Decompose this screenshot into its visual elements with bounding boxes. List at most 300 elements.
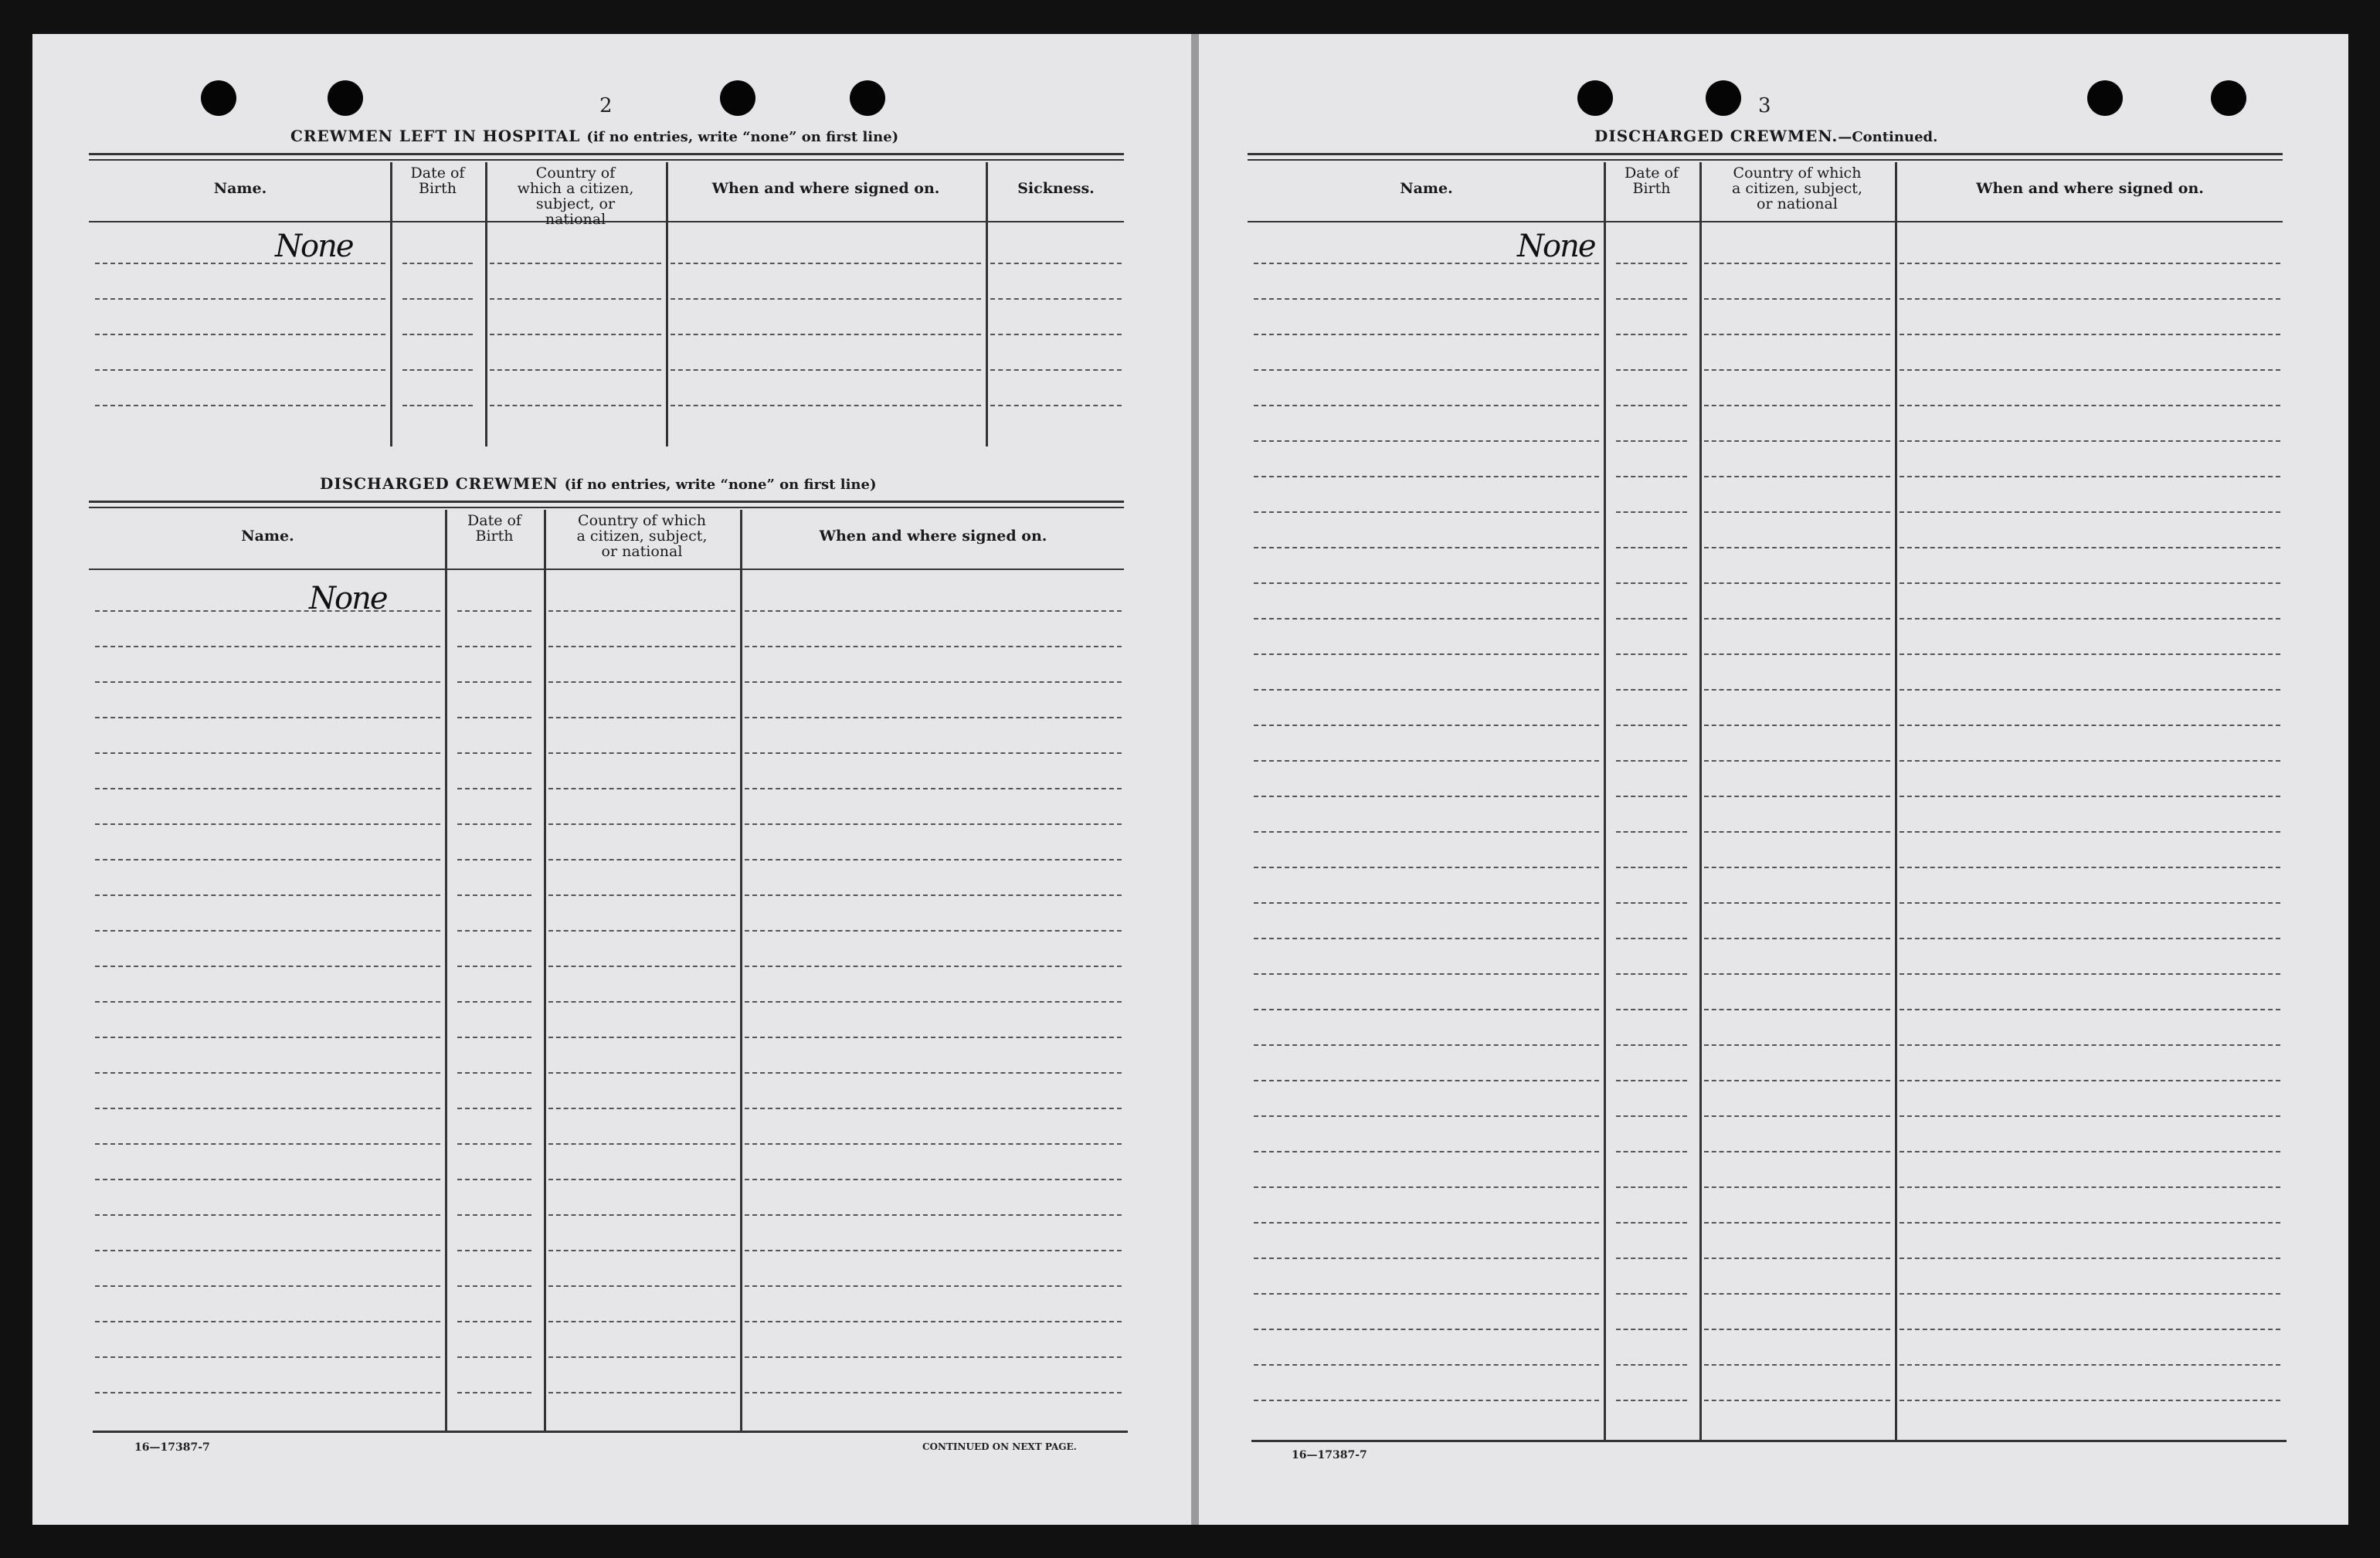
discharged-title-note: (if no entries, write “none” on first line) bbox=[564, 477, 877, 493]
writing-line bbox=[1900, 1009, 2280, 1010]
writing-line bbox=[745, 610, 1122, 612]
writing-line bbox=[1900, 653, 2280, 655]
writing-line bbox=[1254, 796, 1599, 797]
writing-line bbox=[1254, 653, 1599, 655]
column-header: Country of which a citizen, subject, or national bbox=[576, 512, 708, 560]
column-header: When and where signed on. bbox=[1976, 180, 2204, 197]
column-header: Country of which a citizen, subject, or national bbox=[517, 165, 634, 228]
writing-line bbox=[548, 788, 735, 789]
left-page bbox=[32, 34, 1191, 1525]
writing-line bbox=[548, 966, 735, 967]
writing-line bbox=[1254, 440, 1599, 442]
writing-line bbox=[1704, 1400, 1890, 1401]
writing-line bbox=[1900, 725, 2280, 726]
column-rule bbox=[390, 162, 392, 446]
column-rule bbox=[1895, 162, 1897, 1440]
column-rule bbox=[445, 510, 447, 1431]
writing-line bbox=[1616, 1080, 1687, 1081]
writing-line bbox=[402, 263, 473, 264]
writing-line bbox=[1616, 1293, 1687, 1295]
form-number: 16—17387-7 bbox=[1292, 1449, 1367, 1461]
writing-line bbox=[1254, 1400, 1599, 1401]
writing-line bbox=[1254, 760, 1599, 762]
writing-line bbox=[548, 1356, 735, 1358]
writing-line bbox=[1254, 973, 1599, 975]
writing-line bbox=[490, 405, 661, 406]
writing-line bbox=[671, 298, 981, 300]
rule bbox=[1248, 159, 2283, 161]
writing-line bbox=[548, 1250, 735, 1251]
rule bbox=[93, 1431, 1128, 1433]
writing-line bbox=[95, 1001, 440, 1003]
continued-note: CONTINUED ON NEXT PAGE. bbox=[922, 1441, 1077, 1452]
writing-line bbox=[1704, 369, 1890, 371]
column-header: When and where signed on. bbox=[819, 528, 1047, 545]
writing-line bbox=[1900, 369, 2280, 371]
handwritten-entry: None bbox=[309, 581, 387, 616]
writing-line bbox=[671, 263, 981, 264]
writing-line bbox=[457, 1001, 531, 1003]
writing-line bbox=[745, 966, 1122, 967]
writing-line bbox=[1704, 440, 1890, 442]
rule bbox=[89, 153, 1124, 155]
writing-line bbox=[1616, 298, 1687, 300]
writing-line bbox=[95, 1143, 440, 1145]
writing-line bbox=[1254, 1186, 1599, 1188]
writing-line bbox=[1616, 334, 1687, 335]
writing-line bbox=[671, 405, 981, 406]
writing-line bbox=[1704, 689, 1890, 691]
writing-line bbox=[990, 263, 1122, 264]
writing-line bbox=[95, 1179, 440, 1180]
writing-line bbox=[457, 859, 531, 860]
writing-line bbox=[457, 930, 531, 932]
writing-line bbox=[95, 1321, 440, 1322]
writing-line bbox=[1616, 973, 1687, 975]
writing-line bbox=[1900, 902, 2280, 904]
writing-line bbox=[1704, 547, 1890, 548]
writing-line bbox=[1616, 902, 1687, 904]
writing-line bbox=[1616, 618, 1687, 619]
writing-line bbox=[745, 788, 1122, 789]
writing-line bbox=[1704, 653, 1890, 655]
rule bbox=[89, 501, 1124, 503]
writing-line bbox=[990, 369, 1122, 371]
writing-line bbox=[1616, 1258, 1687, 1259]
writing-line bbox=[1704, 760, 1890, 762]
column-header: Name. bbox=[241, 528, 294, 545]
writing-line bbox=[1616, 796, 1687, 797]
writing-line bbox=[990, 405, 1122, 406]
column-header: Sickness. bbox=[1017, 180, 1095, 197]
writing-line bbox=[1704, 263, 1890, 264]
writing-line bbox=[1704, 1044, 1890, 1046]
column-rule bbox=[740, 510, 742, 1431]
writing-line bbox=[95, 966, 440, 967]
writing-line bbox=[745, 1143, 1122, 1145]
writing-line bbox=[1254, 689, 1599, 691]
writing-line bbox=[95, 369, 385, 371]
column-header: When and where signed on. bbox=[711, 180, 940, 197]
writing-line bbox=[1900, 440, 2280, 442]
writing-line bbox=[457, 1143, 531, 1145]
right-page bbox=[1199, 34, 2348, 1525]
writing-line bbox=[457, 646, 531, 647]
writing-line bbox=[95, 1037, 440, 1038]
writing-line bbox=[1254, 1080, 1599, 1081]
writing-line bbox=[1616, 760, 1687, 762]
writing-line bbox=[1616, 1186, 1687, 1188]
writing-line bbox=[990, 298, 1122, 300]
writing-line bbox=[1704, 582, 1890, 584]
writing-line bbox=[1900, 1222, 2280, 1224]
rule bbox=[1248, 153, 2283, 155]
writing-line bbox=[1616, 725, 1687, 726]
writing-line bbox=[1254, 938, 1599, 939]
writing-line bbox=[95, 894, 440, 896]
writing-line bbox=[1704, 1186, 1890, 1188]
writing-line bbox=[745, 823, 1122, 825]
rule bbox=[89, 569, 1124, 570]
writing-line bbox=[95, 405, 385, 406]
column-header: Date of Birth bbox=[1625, 165, 1679, 197]
writing-line bbox=[490, 263, 661, 264]
writing-line bbox=[1616, 511, 1687, 513]
continued-section-title bbox=[1594, 127, 1937, 145]
writing-line bbox=[548, 1321, 735, 1322]
column-header: Name. bbox=[213, 180, 267, 197]
writing-line bbox=[1254, 476, 1599, 477]
writing-line bbox=[95, 752, 440, 754]
column-rule bbox=[666, 162, 668, 446]
writing-line bbox=[745, 1214, 1122, 1216]
writing-line bbox=[1900, 618, 2280, 619]
writing-line bbox=[1900, 796, 2280, 797]
writing-line bbox=[1254, 1329, 1599, 1330]
writing-line bbox=[1704, 725, 1890, 726]
writing-line bbox=[1900, 689, 2280, 691]
writing-line bbox=[1704, 1329, 1890, 1330]
writing-line bbox=[1616, 938, 1687, 939]
page-number: 2 bbox=[599, 94, 613, 117]
writing-line bbox=[457, 1392, 531, 1393]
writing-line bbox=[1254, 405, 1599, 406]
discharged-title-text: DISCHARGED CREWMEN bbox=[320, 474, 559, 493]
writing-line bbox=[1900, 1151, 2280, 1152]
writing-line bbox=[1900, 831, 2280, 833]
writing-line bbox=[1254, 867, 1599, 868]
writing-line bbox=[671, 334, 981, 335]
punch-hole-icon bbox=[328, 80, 363, 116]
writing-line bbox=[1704, 298, 1890, 300]
writing-line bbox=[457, 610, 531, 612]
rule bbox=[89, 507, 1124, 508]
discharged-section-title bbox=[320, 474, 876, 493]
writing-line bbox=[548, 1108, 735, 1109]
writing-line bbox=[1900, 1044, 2280, 1046]
writing-line bbox=[548, 823, 735, 825]
writing-line bbox=[745, 1037, 1122, 1038]
punch-hole-icon bbox=[2211, 80, 2246, 116]
writing-line bbox=[1616, 547, 1687, 548]
writing-line bbox=[745, 681, 1122, 683]
writing-line bbox=[1616, 405, 1687, 406]
writing-line bbox=[1900, 511, 2280, 513]
writing-line bbox=[95, 610, 440, 612]
writing-line bbox=[745, 859, 1122, 860]
writing-line bbox=[457, 1037, 531, 1038]
writing-line bbox=[1616, 1151, 1687, 1152]
writing-line bbox=[548, 1143, 735, 1145]
column-header: Country of which a citizen, subject, or national bbox=[1732, 165, 1862, 212]
writing-line bbox=[1704, 476, 1890, 477]
writing-line bbox=[1616, 1329, 1687, 1330]
writing-line bbox=[95, 1356, 440, 1358]
writing-line bbox=[1616, 653, 1687, 655]
writing-line bbox=[1254, 1115, 1599, 1117]
writing-line bbox=[1704, 511, 1890, 513]
column-rule bbox=[1699, 162, 1702, 1440]
writing-line bbox=[1616, 1009, 1687, 1010]
writing-line bbox=[1254, 511, 1599, 513]
writing-line bbox=[745, 1250, 1122, 1251]
writing-line bbox=[1254, 334, 1599, 335]
writing-line bbox=[457, 1214, 531, 1216]
writing-line bbox=[1254, 1151, 1599, 1152]
rule bbox=[1248, 221, 2283, 222]
writing-line bbox=[1704, 405, 1890, 406]
writing-line bbox=[745, 717, 1122, 718]
writing-line bbox=[1616, 831, 1687, 833]
writing-line bbox=[95, 1250, 440, 1251]
writing-line bbox=[95, 1108, 440, 1109]
column-header: Name. bbox=[1400, 180, 1453, 197]
page-number: 3 bbox=[1758, 94, 1771, 117]
writing-line bbox=[1616, 582, 1687, 584]
writing-line bbox=[402, 298, 473, 300]
writing-line bbox=[1616, 867, 1687, 868]
writing-line bbox=[1254, 1364, 1599, 1366]
writing-line bbox=[457, 788, 531, 789]
column-rule bbox=[986, 162, 988, 446]
writing-line bbox=[1254, 298, 1599, 300]
writing-line bbox=[1900, 973, 2280, 975]
writing-line bbox=[1704, 1293, 1890, 1295]
writing-line bbox=[1704, 796, 1890, 797]
writing-line bbox=[745, 1392, 1122, 1393]
writing-line bbox=[1616, 1364, 1687, 1366]
writing-line bbox=[1900, 582, 2280, 584]
punch-hole-icon bbox=[1577, 80, 1613, 116]
writing-line bbox=[1704, 938, 1890, 939]
writing-line bbox=[1704, 1258, 1890, 1259]
writing-line bbox=[457, 717, 531, 718]
writing-line bbox=[457, 966, 531, 967]
writing-line bbox=[1616, 689, 1687, 691]
writing-line bbox=[95, 1072, 440, 1074]
writing-line bbox=[1900, 938, 2280, 939]
form-number: 16—17387-7 bbox=[134, 1441, 210, 1454]
writing-line bbox=[1704, 1080, 1890, 1081]
writing-line bbox=[1254, 1258, 1599, 1259]
writing-line bbox=[745, 1356, 1122, 1358]
writing-line bbox=[402, 405, 473, 406]
writing-line bbox=[1254, 902, 1599, 904]
writing-line bbox=[1616, 1400, 1687, 1401]
writing-line bbox=[548, 717, 735, 718]
writing-line bbox=[548, 930, 735, 932]
writing-line bbox=[402, 369, 473, 371]
writing-line bbox=[1900, 298, 2280, 300]
writing-line bbox=[1704, 1115, 1890, 1117]
writing-line bbox=[1616, 476, 1687, 477]
writing-line bbox=[95, 298, 385, 300]
writing-line bbox=[1900, 476, 2280, 477]
punch-hole-icon bbox=[850, 80, 885, 116]
writing-line bbox=[402, 334, 473, 335]
writing-line bbox=[1704, 867, 1890, 868]
writing-line bbox=[1254, 725, 1599, 726]
writing-line bbox=[1900, 1186, 2280, 1188]
writing-line bbox=[1900, 1080, 2280, 1081]
writing-line bbox=[457, 823, 531, 825]
writing-line bbox=[548, 1392, 735, 1393]
writing-line bbox=[95, 717, 440, 718]
writing-line bbox=[1616, 369, 1687, 371]
writing-line bbox=[95, 930, 440, 932]
writing-line bbox=[457, 681, 531, 683]
writing-line bbox=[990, 334, 1122, 335]
hospital-title-note: (if no entries, write “none” on first line) bbox=[586, 129, 899, 145]
rule bbox=[1251, 1440, 2287, 1442]
writing-line bbox=[1704, 618, 1890, 619]
writing-line bbox=[1254, 1222, 1599, 1224]
writing-line bbox=[548, 1214, 735, 1216]
writing-line bbox=[457, 1108, 531, 1109]
writing-line bbox=[95, 788, 440, 789]
column-rule bbox=[1604, 162, 1606, 1440]
hospital-title-text: CREWMEN LEFT IN HOSPITAL bbox=[290, 127, 581, 145]
writing-line bbox=[95, 1285, 440, 1287]
writing-line bbox=[1900, 867, 2280, 868]
writing-line bbox=[1900, 1400, 2280, 1401]
writing-line bbox=[745, 894, 1122, 896]
writing-line bbox=[548, 1285, 735, 1287]
column-header: Date of Birth bbox=[467, 512, 521, 545]
writing-line bbox=[490, 298, 661, 300]
writing-line bbox=[1900, 1115, 2280, 1117]
writing-line bbox=[1900, 760, 2280, 762]
writing-line bbox=[1704, 902, 1890, 904]
column-rule bbox=[485, 162, 487, 446]
writing-line bbox=[95, 681, 440, 683]
writing-line bbox=[745, 1072, 1122, 1074]
writing-line bbox=[1254, 369, 1599, 371]
punch-hole-icon bbox=[2087, 80, 2123, 116]
writing-line bbox=[1704, 334, 1890, 335]
writing-line bbox=[457, 1356, 531, 1358]
punch-hole-icon bbox=[720, 80, 755, 116]
writing-line bbox=[745, 752, 1122, 754]
writing-line bbox=[548, 1179, 735, 1180]
page-gutter bbox=[1191, 34, 1199, 1525]
writing-line bbox=[95, 334, 385, 335]
writing-line bbox=[457, 1072, 531, 1074]
writing-line bbox=[1704, 1151, 1890, 1152]
writing-line bbox=[95, 823, 440, 825]
writing-line bbox=[95, 1392, 440, 1393]
writing-line bbox=[1254, 1009, 1599, 1010]
writing-line bbox=[1900, 1293, 2280, 1295]
writing-line bbox=[548, 859, 735, 860]
writing-line bbox=[490, 334, 661, 335]
writing-line bbox=[548, 1072, 735, 1074]
writing-line bbox=[457, 894, 531, 896]
punch-hole-icon bbox=[201, 80, 236, 116]
writing-line bbox=[548, 681, 735, 683]
writing-line bbox=[490, 369, 661, 371]
writing-line bbox=[457, 1250, 531, 1251]
writing-line bbox=[1254, 1293, 1599, 1295]
writing-line bbox=[548, 610, 735, 612]
writing-line bbox=[1704, 1364, 1890, 1366]
writing-line bbox=[1254, 547, 1599, 548]
writing-line bbox=[457, 1321, 531, 1322]
writing-line bbox=[745, 1179, 1122, 1180]
writing-line bbox=[1254, 1044, 1599, 1046]
continued-title-text: DISCHARGED CREWMEN. bbox=[1594, 127, 1838, 145]
column-rule bbox=[544, 510, 546, 1431]
writing-line bbox=[1616, 1222, 1687, 1224]
writing-line bbox=[548, 752, 735, 754]
writing-line bbox=[95, 1214, 440, 1216]
writing-line bbox=[1900, 1258, 2280, 1259]
writing-line bbox=[548, 646, 735, 647]
writing-line bbox=[1254, 831, 1599, 833]
writing-line bbox=[745, 1321, 1122, 1322]
column-header: Date of Birth bbox=[410, 165, 465, 197]
writing-line bbox=[745, 646, 1122, 647]
writing-line bbox=[95, 646, 440, 647]
writing-line bbox=[1704, 1222, 1890, 1224]
writing-line bbox=[671, 369, 981, 371]
writing-line bbox=[1900, 1364, 2280, 1366]
writing-line bbox=[1254, 618, 1599, 619]
writing-line bbox=[457, 1179, 531, 1180]
rule bbox=[89, 159, 1124, 161]
writing-line bbox=[1704, 831, 1890, 833]
writing-line bbox=[457, 1285, 531, 1287]
writing-line bbox=[1900, 263, 2280, 264]
punch-hole-icon bbox=[1706, 80, 1741, 116]
writing-line bbox=[1900, 405, 2280, 406]
writing-line bbox=[1254, 582, 1599, 584]
writing-line bbox=[745, 1285, 1122, 1287]
writing-line bbox=[745, 1001, 1122, 1003]
writing-line bbox=[1616, 263, 1687, 264]
writing-line bbox=[548, 1037, 735, 1038]
writing-line bbox=[1900, 547, 2280, 548]
hospital-section-title bbox=[290, 127, 898, 145]
writing-line bbox=[1704, 1009, 1890, 1010]
writing-line bbox=[1616, 1115, 1687, 1117]
writing-line bbox=[548, 1001, 735, 1003]
writing-line bbox=[1704, 973, 1890, 975]
writing-line bbox=[95, 859, 440, 860]
writing-line bbox=[1616, 1044, 1687, 1046]
writing-line bbox=[1900, 1329, 2280, 1330]
handwritten-entry: None bbox=[1517, 229, 1595, 264]
